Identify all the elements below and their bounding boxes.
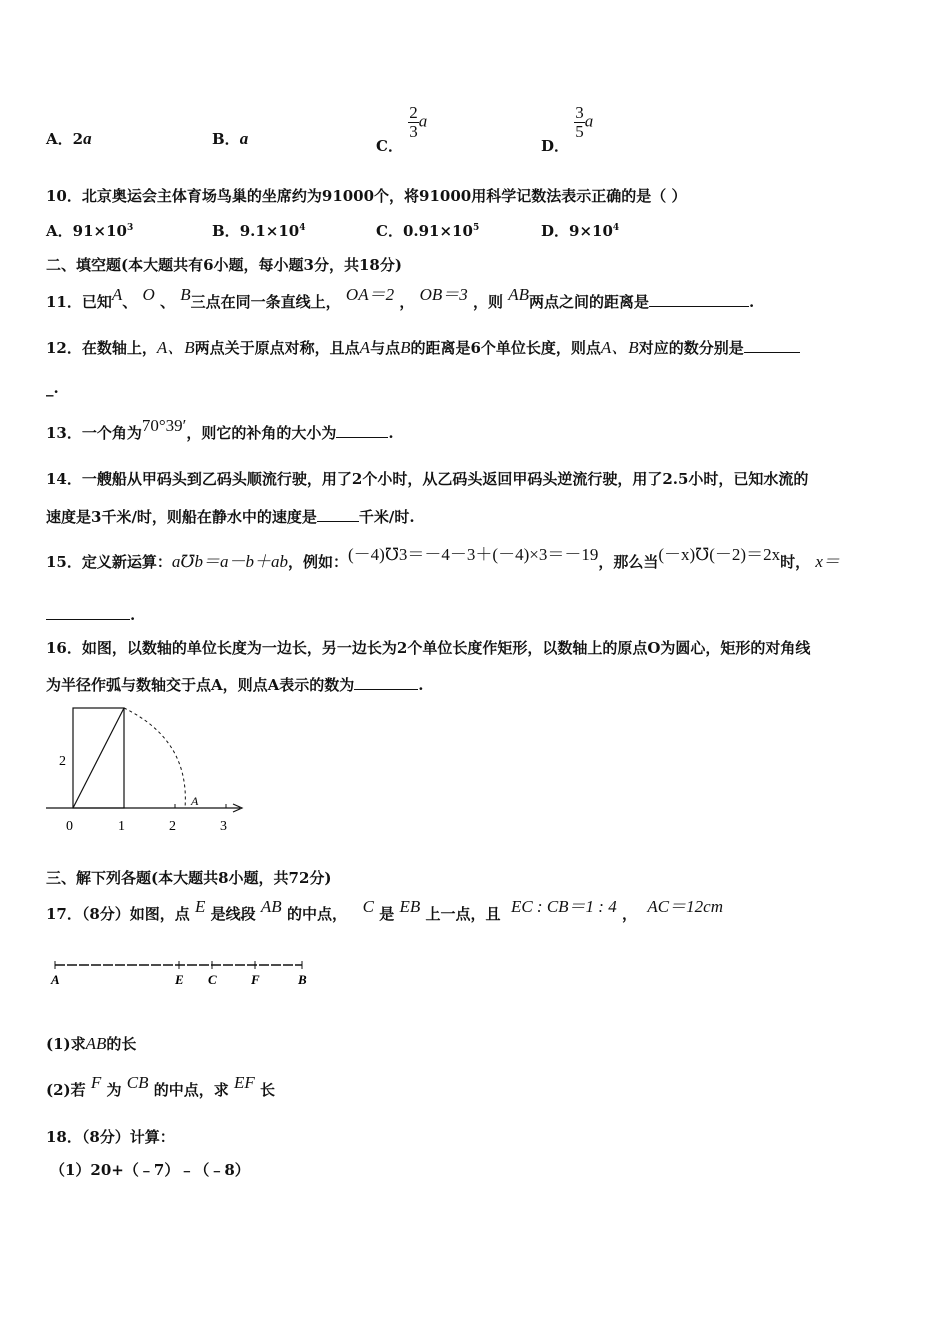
diagonal xyxy=(73,708,124,808)
answer-blank[interactable] xyxy=(46,605,130,620)
q10-option-d: D．$9\times 10^4$ xyxy=(541,222,620,240)
side-label: 2 xyxy=(59,754,66,769)
label-f: F xyxy=(251,972,260,987)
tick-label-2: 2 xyxy=(169,819,176,834)
label-e: E xyxy=(175,972,184,987)
q9-option-d: D． $\frac{3}{5}$ a xyxy=(541,103,594,155)
q16-figure xyxy=(40,700,255,840)
q16-line1: 16．如图，以数轴的单位长度为一边长，另一边长为2个单位长度作矩形，以数轴上的原点O为圆心，矩形的对角线 xyxy=(46,639,811,657)
answer-blank[interactable] xyxy=(336,423,388,438)
tick-label-3: 3 xyxy=(220,819,227,834)
q10-option-b: B．$9.1\times 10^4$ xyxy=(212,222,306,240)
q14-line2: 速度是3千米/时，则船在静水中的速度是 千米/时. xyxy=(46,508,415,526)
tick-label-0: 0 xyxy=(66,819,73,834)
q11: 11．已知A、 O 、 B三点在同一条直线上， OA＝2 ， OB＝3 ，则 AB两点之间的距离是 . xyxy=(46,285,755,311)
q13: 13．一个角为70°39′，则它的补角的大小为 . xyxy=(46,416,394,442)
q15-answer-line: . xyxy=(46,605,135,625)
q17-figure xyxy=(45,952,315,992)
q17: 17．（8分）如图，点 E 是线段 AB 的中点， C 是 EB 上一点，且 EC : CB＝1 : 4 ， AC＝12cm xyxy=(46,897,723,923)
section2-title: 二、填空题(本大题共有6小题，每小题3分，共18分) xyxy=(46,256,402,274)
q17-part2: (2)若 F 为 CB 的中点，求 EF 长 xyxy=(46,1073,275,1099)
fraction: $\frac{2}{3}$ xyxy=(409,103,418,141)
tick-label-1: 1 xyxy=(118,819,125,834)
answer-blank[interactable] xyxy=(744,338,800,353)
answer-blank[interactable] xyxy=(649,292,749,307)
fraction: $\frac{3}{5}$ xyxy=(575,103,584,141)
q9-option-c: C． $\frac{2}{3}$ a xyxy=(376,103,428,155)
section3-title: 三、解下列各题(本大题共8小题，共72分) xyxy=(46,869,332,887)
q10-option-c: C．$0.91\times 10^5$ xyxy=(376,222,480,240)
q12: 12．在数轴上，A、B两点关于原点对称，且点A与点B的距离是6个单位长度，则点A、B对应的数分别是 xyxy=(46,338,800,358)
q9-option-a: A．2a xyxy=(46,129,92,148)
label-a: A xyxy=(51,972,60,987)
q15: 15．定义新运算：a℧b＝a－b＋ab，例如：(－4)℧3＝－4－3＋(－4)×3＝－19，那么当(－x)℧(－2)＝2x时， x＝ xyxy=(46,545,840,571)
q12-continuation: _. xyxy=(46,379,59,397)
label-c: C xyxy=(208,972,217,987)
answer-blank[interactable] xyxy=(354,675,418,690)
q18-part1: （1）20+（﹣7）﹣（﹣8） xyxy=(50,1161,250,1179)
q10-option-a: A．$91\times 10^3$ xyxy=(46,222,134,240)
q14-line1: 14．一艘船从甲码头到乙码头顺流行驶，用了2个小时，从乙码头返回甲码头逆流行驶，用了2.5小时，已知水流的 xyxy=(46,470,809,488)
q10-stem: 10．北京奥运会主体育场鸟巢的坐席约为91000个，将91000用科学记数法表示正确的是（ ） xyxy=(46,187,687,205)
point-a-label: A xyxy=(191,794,199,808)
q17-part1: (1)求AB的长 xyxy=(46,1034,137,1053)
q9-option-b: B．a xyxy=(212,129,249,148)
q18-title: 18．（8分）计算： xyxy=(46,1128,175,1146)
q16-line2: 为半径作弧与数轴交于点A，则点A表示的数为 . xyxy=(46,676,424,694)
label-b: B xyxy=(298,972,307,987)
arc xyxy=(124,708,185,808)
answer-blank[interactable] xyxy=(317,507,359,522)
